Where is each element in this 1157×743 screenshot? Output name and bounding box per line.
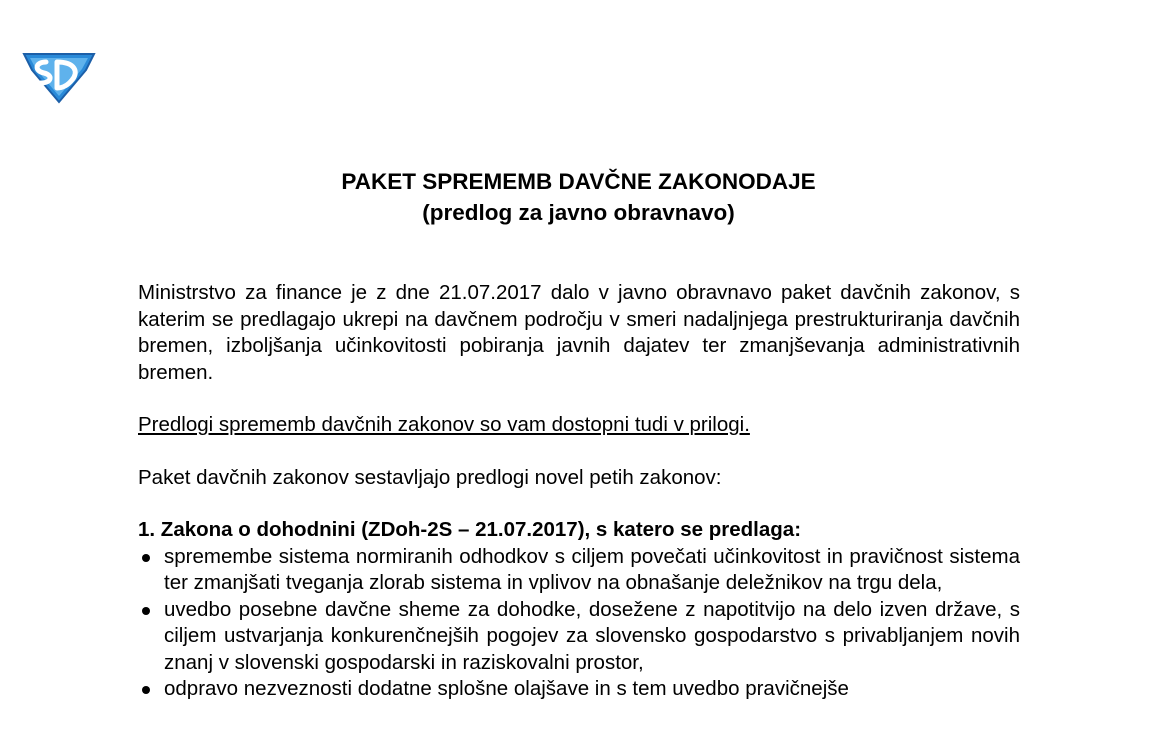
- attachment-link[interactable]: Predlogi sprememb davčnih zakonov so vam dostopni tudi v prilogi.: [138, 413, 750, 436]
- document-title: PAKET SPREMEMB DAVČNE ZAKONODAJE: [341, 169, 816, 194]
- section-heading: 1. Zakona o dohodnini (ZDoh-2S – 21.07.2017), s katero se predlaga:: [138, 518, 802, 541]
- bullet-list: [138, 544, 1020, 703]
- bullet-item: spremembe sistema normiranih odhodkov s ciljem povečati učinkovitost in pravičnost sistema ter zmanjšati tveganja zlorab sistema in vplivov na obnašanje deležnikov na trgu dela,: [138, 544, 1020, 597]
- sd-shield-logo-icon: [22, 50, 96, 104]
- package-intro: Paket davčnih zakonov sestavljajo predlogi novel petih zakonov:: [138, 465, 722, 489]
- document-body: [138, 280, 1020, 703]
- bullet-item: odpravo nezveznosti dodatne splošne olajšave in s tem uvedbo pravičnejše: [138, 676, 1020, 703]
- document-subtitle: (predlog za javno obravnavo): [422, 200, 735, 225]
- document-header: [0, 166, 1157, 228]
- bullet-item: uvedbo posebne davčne sheme za dohodke, dosežene z napotitvijo na delo izven države, s ciljem ustvarjanja konkurenčnejših pogojev za slovensko gospodarstvo s privabljanjem novih znanj v slovenski gospodarski in raziskovalni prostor,: [138, 597, 1020, 677]
- intro-paragraph: Ministrstvo za finance je z dne 21.07.2017 dalo v javno obravnavo paket davčnih zakonov, s katerim se predlagajo ukrepi na davčnem področju v smeri nadaljnjega prestrukturiranja davčnih bremen, izboljšanja učinkovitosti pobiranja javnih dajatev ter zmanjševanja administrativnih bremen.: [138, 281, 1020, 384]
